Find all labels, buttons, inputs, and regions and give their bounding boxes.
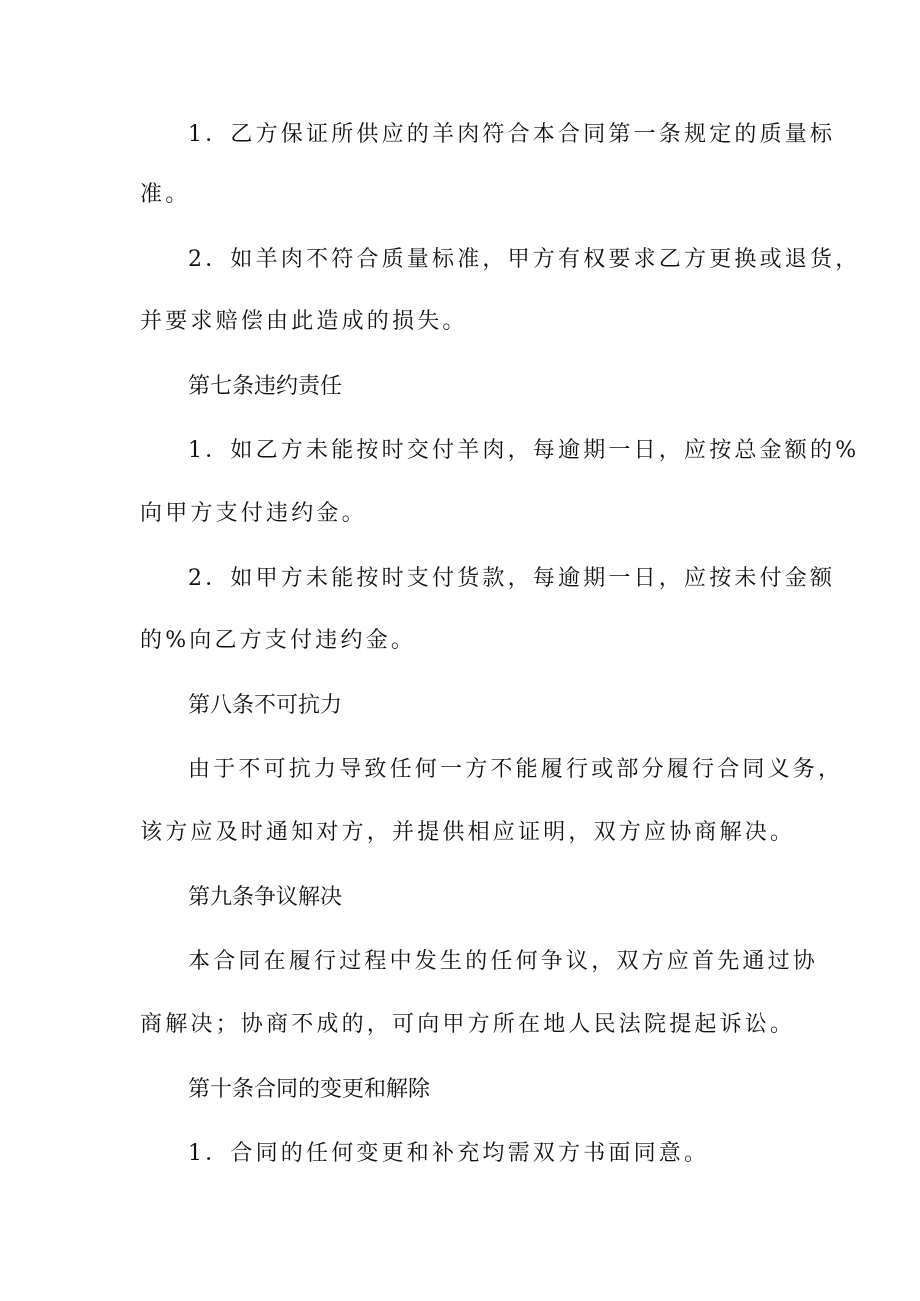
- clause-6-item-2-line-2: 并要求赔偿由此造成的损失。: [140, 309, 468, 334]
- clause-7-item-2-line-2: 的%向乙方支付违约金。: [140, 628, 417, 653]
- clause-7-item-2-line-1: 2．如甲方未能按时支付货款，每逾期一日，应按未付金额: [188, 566, 836, 591]
- clause-8-line-1: 由于不可抗力导致任何一方不能履行或部分履行合同义务，: [188, 757, 844, 782]
- heading-article-8: 第八条不可抗力: [188, 693, 343, 718]
- heading-article-9: 第九条争议解决: [188, 885, 343, 910]
- clause-7-item-1-line-1: 1．如乙方未能按时交付羊肉，每逾期一日，应按总金额的%: [188, 438, 860, 463]
- heading-article-10: 第十条合同的变更和解除: [188, 1077, 431, 1102]
- clause-6-item-1-line-2: 准。: [140, 182, 191, 207]
- clause-10-item-1-line-1: 1．合同的任何变更和补充均需双方书面同意。: [188, 1141, 710, 1166]
- clause-9-line-2: 商解决；协商不成的，可向甲方所在地人民法院提起诉讼。: [140, 1012, 796, 1037]
- clause-9-line-1: 本合同在履行过程中发生的任何争议，双方应首先通过协: [188, 949, 819, 974]
- clause-7-item-1-line-2: 向甲方支付违约金。: [140, 501, 367, 526]
- heading-article-7: 第七条违约责任: [188, 374, 343, 399]
- clause-8-line-2: 该方应及时通知对方，并提供相应证明，双方应协商解决。: [140, 820, 796, 845]
- clause-6-item-1-line-1: 1．乙方保证所供应的羊肉符合本合同第一条规定的质量标: [188, 122, 836, 147]
- clause-6-item-2-line-1: 2．如羊肉不符合质量标准，甲方有权要求乙方更换或退货，: [188, 247, 861, 272]
